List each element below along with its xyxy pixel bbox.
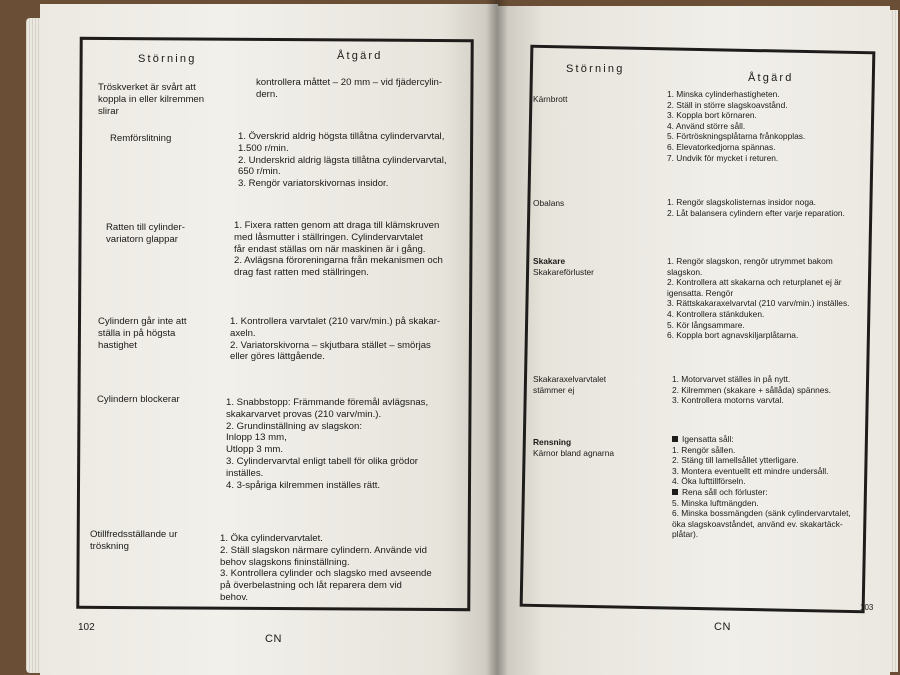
square-bullet-icon — [672, 489, 678, 495]
footer-cn-left: CN — [265, 633, 282, 645]
square-bullet-icon — [672, 436, 678, 442]
storning-cell: Rensning Kärnor bland agnarna — [533, 437, 615, 458]
atgard-cell: 1. Fixera ratten genom att draga till klämskruven med låsmutter i ställringen. Cylindervarvtalet får endast ställas om när maskinen är i gång. 2. Avlägsna föroreningarna från mekanismen och drag fast ratten med ställringen. — [234, 220, 443, 279]
footer-cn-right: CN — [714, 621, 731, 633]
storning-cell: Otillfredsställande ur tröskning — [90, 529, 178, 552]
atgard-cell: kontrollera måttet – 20 mm – vid fjädercylin- dern. — [256, 77, 443, 100]
header-storning-left: Störning — [138, 53, 197, 65]
storning-cell: Cylindern går inte att ställa in på högsta hastighet — [98, 316, 187, 351]
storning-cell: Obalans — [533, 198, 565, 208]
atgard-cell: 1. Snabbstopp: Främmande föremål avlägsnas, skakarvarvet provas (210 varv/min.). 2. Grundinställning av slagskon: Inlopp 13 mm, Utlopp 3 mm. 3. Cylindervarvtal enligt tabell för olika grödor inställes. 4. 3-spåriga kilremmen inställes rätt. — [226, 397, 429, 491]
header-atgard-left: Åtgärd — [337, 50, 383, 62]
storning-cell: Tröskverket är svårt att koppla in eller kilremmen slirar — [98, 82, 205, 117]
page-number-right: 103 — [860, 603, 874, 612]
atgard-cell: 1. Kontrollera varvtalet (210 varv/min.) på skakar- axeln. 2. Variatorskivorna – skjutbara stället – smörjas eller göres lättgående. — [230, 316, 441, 363]
page-number-left: 102 — [78, 622, 95, 633]
atgard-cell: 1. Rengör slagskolisternas insidor noga. 2. Låt balansera cylindern efter varje reparation. — [667, 197, 845, 218]
storning-cell: Skakaraxelvarvtalet stämmer ej — [533, 374, 607, 395]
header-storning-right: Störning — [566, 63, 625, 75]
atgard-cell: 1. Rengör slagskon, rengör utrymmet bakom slagskon. 2. Kontrollera att skakarna och returplanet ej är igensatta. Rengör 3. Rättskakaraxelvarvtal (210 varv/min.) inställes. 4. Kontrollera stänkduken. 5. Kör långsammare. 6. Koppla bort agnavskiljarplåtarna. — [667, 256, 850, 341]
storning-cell: Ratten till cylinder- variatorn glappar — [106, 222, 185, 245]
storning-cell: Cylindern blockerar — [97, 394, 180, 405]
atgard-cell: 1. Minska cylinderhastigheten. 2. Ställ in större slagskoavstånd. 3. Koppla bort körnaren. 4. Använd större såll. 5. Förtröskningsplåtarna frånkopplas. 6. Elevatorkedjorna spännas. 7. Undvik för mycket i returen. — [667, 89, 806, 163]
atgard-cell: 1. Överskrid aldrig högsta tillåtna cylindervarvtal, 1.500 r/min. 2. Underskrid aldrig lägsta tillåtna cylindervarvtal, 650 r/min. 3. Rengör variatorskivornas insidor. — [238, 131, 447, 190]
atgard-cell: 1. Motorvarvet ställes in på nytt. 2. Kilremmen (skakare + sållåda) spännes. 3. Kontrollera motorns varvtal. — [672, 374, 831, 406]
storning-cell: Skakare Skakareförluster — [533, 256, 594, 277]
book-gutter — [486, 0, 508, 675]
header-atgard-right: Åtgärd — [748, 72, 794, 84]
storning-cell: Remförslitning — [110, 133, 172, 144]
atgard-cell: Igensatta såll: 1. Rengör sållen. 2. Stäng till lamellsållet ytterligare. 3. Montera eventuellt ett mindre undersåll. 4. Öka lufttillförseln. Rena såll och förluster: 5. Minska luftmängden. 6. Minska bossmängden (sänk cylindervarvtalet, öka slagskoavståndet, använd ev. skakartäck- plåtar). — [672, 434, 851, 540]
atgard-cell: 1. Öka cylindervarvtalet. 2. Ställ slagskon närmare cylindern. Använde vid behov slagskons fininställning. 3. Kontrollera cylinder och slagsko med avseende på överbelastning och låt reparera dem vid behov. — [220, 533, 432, 603]
storning-cell: Kärnbrott — [533, 94, 568, 104]
